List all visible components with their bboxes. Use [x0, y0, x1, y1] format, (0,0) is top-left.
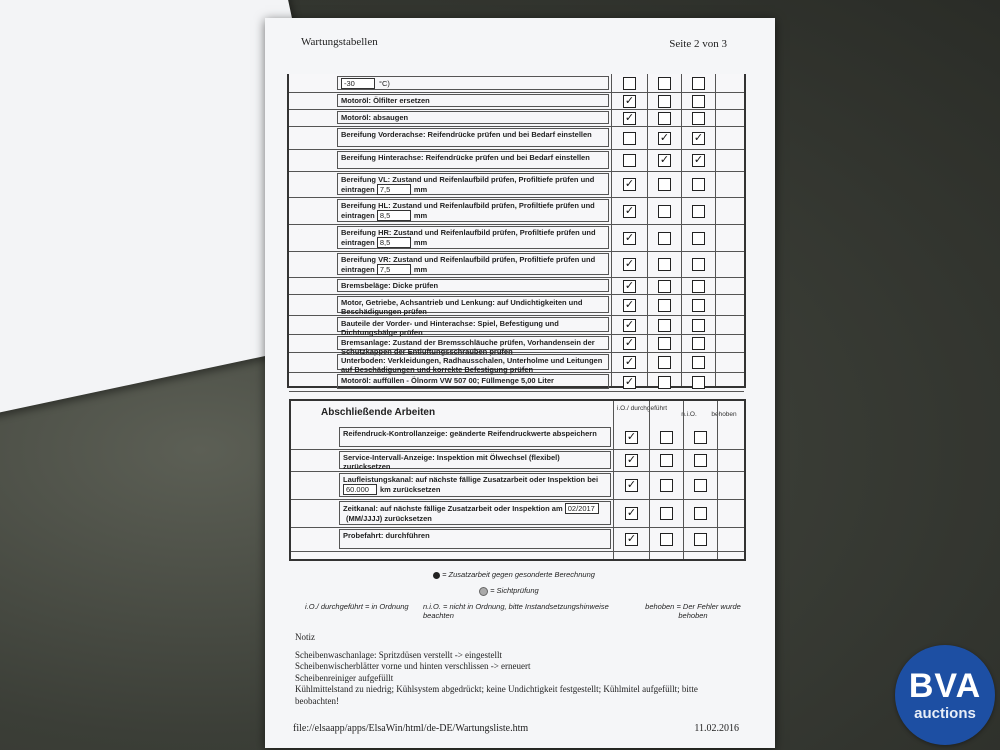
table-row: [289, 372, 744, 392]
legend-sicht: [479, 586, 539, 596]
empty-checkbox[interactable]: [658, 280, 671, 293]
checked-checkbox[interactable]: ✓: [624, 376, 635, 388]
table-row: [291, 471, 744, 500]
checked-checkbox[interactable]: ✓: [624, 232, 635, 244]
task-description: [337, 111, 609, 124]
final-tasks-title: Abschließende Arbeiten: [321, 407, 436, 418]
task-description: [339, 501, 611, 525]
empty-checkbox[interactable]: [660, 431, 673, 444]
legend-nio: n.i.O. = nicht in Ordnung, bitte Instandsetzungshinweise beachten: [423, 602, 609, 620]
table-row: [289, 277, 744, 295]
task-description: [337, 317, 609, 337]
checked-checkbox[interactable]: ✓: [693, 132, 704, 144]
checked-checkbox[interactable]: ✓: [659, 154, 670, 166]
empty-checkbox[interactable]: [623, 132, 636, 145]
empty-checkbox[interactable]: [692, 232, 705, 245]
task-description: [339, 473, 611, 497]
task-description: [337, 128, 609, 147]
empty-checkbox[interactable]: [658, 205, 671, 218]
task-text: Bereifung VL: Zustand und Reifenlaufbild prüfen, Profiltiefe prüfen und eintragen: [341, 175, 595, 194]
task-text: Bereifung VR: Zustand und Reifenlaufbild prüfen, Profiltiefe prüfen und eintragen: [341, 255, 596, 274]
task-text: Motoröl: auffüllen - Ölnorm VW 507 00; Füllmenge 5,00 Liter: [341, 376, 554, 385]
checked-checkbox[interactable]: ✓: [626, 479, 637, 491]
task-text: Laufleistungskanal: auf nächste fällige Zusatzarbeit oder Inspektion bei: [343, 475, 599, 484]
empty-checkbox[interactable]: [623, 77, 636, 90]
empty-checkbox[interactable]: [692, 337, 705, 350]
checked-checkbox[interactable]: ✓: [659, 132, 670, 144]
legend-zusatz: [433, 570, 595, 579]
empty-checkbox[interactable]: [658, 77, 671, 90]
empty-checkbox[interactable]: [658, 376, 671, 389]
empty-checkbox[interactable]: [692, 319, 705, 332]
legend-sicht-text: = Sichtprüfung: [490, 586, 539, 595]
task-text: Unterboden: Verkleidungen, Radhausschalen, Unterholme und Leitungen auf Beschädigungen und korrekte Befestigung prüfen: [341, 356, 603, 374]
empty-checkbox[interactable]: [694, 507, 707, 520]
checked-checkbox[interactable]: ✓: [624, 299, 635, 311]
task-description: [339, 451, 611, 469]
empty-checkbox[interactable]: [658, 112, 671, 125]
checked-checkbox[interactable]: ✓: [693, 154, 704, 166]
col-header-behoben: behoben: [711, 411, 737, 418]
table-row: [289, 224, 744, 252]
table-row: [289, 126, 744, 150]
task-description: [339, 427, 611, 447]
task-description: [339, 529, 611, 549]
empty-checkbox[interactable]: [658, 95, 671, 108]
checked-checkbox[interactable]: ✓: [624, 95, 635, 107]
checked-checkbox[interactable]: ✓: [624, 178, 635, 190]
empty-checkbox[interactable]: [692, 178, 705, 191]
task-text: Bereifung HL: Zustand und Reifenlaufbild prüfen, Profiltiefe prüfen und eintragen: [341, 201, 595, 220]
table-row: [289, 251, 744, 278]
value-unit: mm: [413, 211, 428, 220]
value-unit: km zurücksetzen: [380, 485, 441, 494]
col-header-nio: n.i.O.: [681, 411, 697, 418]
empty-checkbox[interactable]: [658, 337, 671, 350]
table-row: [289, 315, 744, 335]
eye-dot-icon: [479, 587, 488, 596]
empty-checkbox[interactable]: [623, 154, 636, 167]
checked-checkbox[interactable]: ✓: [624, 112, 635, 124]
table-row: [289, 74, 744, 93]
value-unit: mm: [413, 265, 428, 274]
task-text: -30: [341, 78, 375, 89]
task-text: Motor, Getriebe, Achsantrieb und Lenkung: auf Undichtigkeiten und Beschädigungen prüfen: [341, 298, 583, 316]
value-field[interactable]: 7,5: [377, 264, 411, 275]
empty-checkbox[interactable]: [660, 507, 673, 520]
empty-checkbox[interactable]: [694, 479, 707, 492]
table-row: [289, 294, 744, 316]
table-row: [291, 449, 744, 472]
task-description: [337, 279, 609, 292]
notes-section: [295, 632, 735, 707]
task-description: [337, 354, 609, 374]
empty-checkbox[interactable]: [660, 479, 673, 492]
task-text: Bereifung HR: Zustand und Reifenlaufbild prüfen, Profiltiefe prüfen und eintragen: [341, 228, 596, 247]
checked-checkbox[interactable]: ✓: [624, 319, 635, 331]
footer-path: file://elsaapp/apps/ElsaWin/html/de-DE/Wartungsliste.htm: [293, 723, 529, 734]
empty-checkbox[interactable]: [658, 356, 671, 369]
task-text: Service-Intervall-Anzeige: Inspektion mit Ölwechsel (flexibel) zurücksetzen: [343, 453, 560, 471]
note-line: Scheibenwaschanlage: Spritzdüsen verstellt -> eingestellt: [295, 649, 503, 660]
checked-checkbox[interactable]: ✓: [624, 258, 635, 270]
task-text: Bremsanlage: Zustand der Bremsschläuche prüfen, Vorhandensein der Schutzkappen der Entlüftungsschrauben prüfen: [341, 338, 595, 356]
legend-behoben: behoben = Der Fehler wurde behoben: [645, 602, 741, 620]
task-description: [337, 151, 609, 169]
final-tasks-table: [289, 399, 746, 561]
bva-auctions-logo: [895, 645, 995, 745]
task-text: Bereifung Vorderachse: Reifendrücke prüfen und bei Bedarf einstellen: [341, 130, 592, 139]
task-text: Motoröl: Ölfilter ersetzen: [341, 96, 430, 105]
empty-checkbox[interactable]: [658, 299, 671, 312]
empty-checkbox[interactable]: [694, 533, 707, 546]
value-unit: mm: [413, 238, 428, 247]
notes-title: Notiz: [295, 632, 315, 642]
task-text: Bereifung Hinterachse: Reifendrücke prüfen und bei Bedarf einstellen: [341, 153, 590, 162]
legend-zusatz-text: = Zusatzarbeit gegen gesonderte Berechnung: [442, 570, 595, 579]
footer-date: 11.02.2016: [694, 723, 739, 734]
empty-checkbox[interactable]: [692, 112, 705, 125]
task-description: [337, 296, 609, 316]
task-text: Zeitkanal: auf nächste fällige Zusatzarbeit oder Inspektion am: [343, 504, 563, 513]
value-field[interactable]: 02/2017: [565, 503, 599, 514]
empty-checkbox[interactable]: [692, 258, 705, 271]
table-row: [289, 149, 744, 172]
task-description: [337, 226, 609, 249]
table-row: [289, 334, 744, 356]
note-line: Scheibenwischerblätter vorne und hinten verschlissen -> erneuert: [295, 661, 531, 671]
note-line: Scheibenreiniger aufgefüllt: [295, 672, 394, 683]
checked-checkbox[interactable]: ✓: [624, 337, 635, 349]
empty-checkbox[interactable]: [660, 454, 673, 467]
value-field[interactable]: 8,5: [377, 210, 411, 221]
task-description: [337, 336, 609, 356]
value-field[interactable]: 8,5: [377, 237, 411, 248]
empty-checkbox[interactable]: [692, 280, 705, 293]
task-description: [337, 76, 609, 90]
checked-checkbox[interactable]: ✓: [624, 205, 635, 217]
table-row: [289, 109, 744, 127]
empty-checkbox[interactable]: [692, 77, 705, 90]
value-field[interactable]: 60.000: [343, 484, 377, 495]
empty-checkbox[interactable]: [658, 232, 671, 245]
empty-checkbox[interactable]: [658, 319, 671, 332]
page-number: Seite 2 von 3: [669, 38, 727, 50]
task-text: Bremsbeläge: Dicke prüfen: [341, 281, 439, 290]
empty-checkbox[interactable]: [660, 533, 673, 546]
logo-text-auctions: auctions: [914, 705, 976, 722]
checked-checkbox[interactable]: ✓: [624, 280, 635, 292]
empty-checkbox[interactable]: [692, 299, 705, 312]
empty-checkbox[interactable]: [658, 258, 671, 271]
task-description: [337, 374, 609, 389]
table-row: [291, 425, 744, 450]
table-row: [289, 197, 744, 225]
checked-checkbox[interactable]: ✓: [624, 356, 635, 368]
empty-checkbox[interactable]: [692, 205, 705, 218]
filled-dot-icon: [433, 572, 440, 579]
empty-checkbox[interactable]: [692, 356, 705, 369]
value-field[interactable]: 7,5: [377, 184, 411, 195]
table-row: [289, 171, 744, 198]
checked-checkbox[interactable]: ✓: [626, 533, 637, 545]
empty-checkbox[interactable]: [658, 178, 671, 191]
table-row: [289, 92, 744, 110]
checked-checkbox[interactable]: ✓: [626, 454, 637, 466]
logo-text-bva: BVA: [908, 667, 982, 705]
task-text: Reifendruck-Kontrollanzeige: geänderte Reifendruckwerte abspeichern: [343, 429, 597, 438]
maintenance-document: [265, 18, 775, 748]
value-unit: mm: [413, 185, 428, 194]
value-unit: (MM/JJJJ) zurücksetzen: [346, 514, 432, 523]
task-description: [337, 253, 609, 275]
table-row: [289, 352, 744, 373]
task-suffix: °C): [379, 79, 390, 88]
task-text: Bauteile der Vorder- und Hinterachse: Spiel, Befestigung und Dichtungsbälge prüfen: [341, 319, 559, 337]
note-line: Kühlmittelstand zu niedrig; Kühlsystem abgedrückt; keine Undichtigkeit festgestellt; Kühlmitel aufgefüllt; bitte beobachten!: [295, 684, 698, 706]
empty-checkbox[interactable]: [692, 376, 705, 389]
task-text: Probefahrt: durchführen: [343, 531, 430, 540]
empty-checkbox[interactable]: [692, 95, 705, 108]
checked-checkbox[interactable]: ✓: [626, 507, 637, 519]
task-description: [337, 199, 609, 222]
empty-checkbox[interactable]: [694, 454, 707, 467]
task-description: [337, 94, 609, 107]
maintenance-table: [287, 74, 746, 388]
document-title: Wartungstabellen: [301, 36, 378, 48]
table-row: [291, 499, 744, 528]
task-text: Motoröl: absaugen: [341, 113, 409, 122]
task-description: [337, 173, 609, 195]
table-row: [291, 527, 744, 552]
checked-checkbox[interactable]: ✓: [626, 431, 637, 443]
empty-checkbox[interactable]: [694, 431, 707, 444]
col-header-io: i.O./ durchgeführt: [616, 405, 668, 412]
legend-io: i.O./ durchgeführt = in Ordnung: [305, 602, 409, 611]
